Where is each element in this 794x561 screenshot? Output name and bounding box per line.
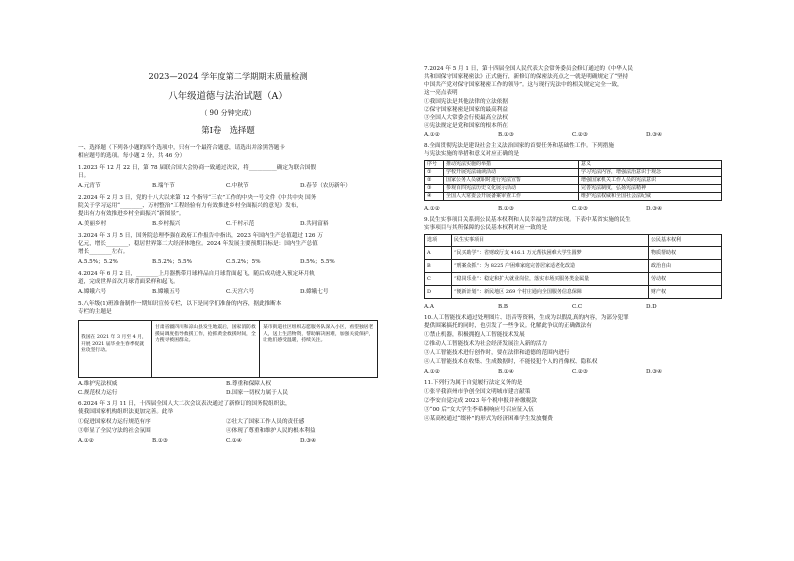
statement-4: ④体现了尊重和维护人民的根本利益 — [226, 428, 316, 434]
q6-statements-row2 — [78, 428, 378, 435]
q6-text: 6.2024 年 3 月 11 日，十四届全国人大二次会议表决通过了新修订的国务院组织法， — [78, 401, 291, 407]
q3-text-cont2: 增长________左右。 — [78, 249, 129, 255]
option-b[interactable]: B.尊重和保障人权 — [226, 381, 272, 387]
exam-time: （ 90 分钟完成） — [200, 109, 256, 117]
option-b[interactable]: B.①③ — [152, 438, 168, 444]
option-a[interactable]: A.5.5%；5.2% — [78, 259, 118, 265]
option-b[interactable]: B.端午节 — [152, 183, 175, 189]
table-row: ③ 参观百四宪法历史文化展示活动 完善宪法制度，弘扬宪法精神 — [425, 185, 722, 193]
q7-text-cont3: 这一亮点表明 — [424, 90, 458, 96]
q9-options — [424, 304, 724, 311]
option-c[interactable]: C.中秋节 — [226, 183, 249, 189]
option-d[interactable]: D.5%；5.5% — [300, 259, 335, 265]
statement-2: ②壮大了国家工作人员的责任感 — [226, 419, 305, 425]
q4-text-cont: 道，完成世界首次月球背面采样和起飞。 — [78, 279, 179, 285]
q10-statement-4: ④人工智能技术在收集、生成数据时，不能侵犯个人的肖像权、隐私权 — [424, 359, 598, 365]
option-a[interactable]: A.维护宪法权威 — [78, 381, 118, 387]
option-c[interactable]: C.C — [572, 304, 583, 310]
statement-3: ③彰显了全民守法的社会氛围 — [78, 428, 151, 434]
instruction-line2: 相应题号的选项。每小题 2 分，共 46 分） — [78, 153, 186, 159]
q7-text: 7.2024 年 5 月 1 日，第十四届全国人民代表大会常务委员会修订通过的《中华人民 — [424, 66, 633, 72]
q10-options — [424, 369, 724, 376]
option-a[interactable]: A.①② — [424, 132, 440, 138]
option-b[interactable]: B.①④ — [498, 369, 514, 375]
option-c[interactable]: C.千村示范 — [226, 221, 255, 227]
q11-statement-3: ③“00 后”女大学生李希桐响应号召应征入伍 — [424, 407, 534, 413]
option-c[interactable]: C.②③ — [572, 206, 588, 212]
q10-statement-3: ③人工智能技术进行创作时，要在法律和道德的范围内进行 — [424, 350, 570, 356]
q1-options — [78, 183, 378, 190]
option-c[interactable]: C.①④ — [226, 438, 242, 444]
q11-statement-1: ①张平我滨州市争创全国文明城市建言献策 — [424, 389, 531, 395]
option-d[interactable]: D.国家一切权力属于人民 — [226, 390, 289, 396]
q11-statement-2: ②李安自觉完成 2023 年个税申报并补缴税款 — [424, 398, 537, 404]
table-row: B “刑案众抓”：为 8225 户困难家庭完善居家适老化改造 政治自由 — [425, 260, 722, 273]
q3-text-cont: 亿元，增长________，稳居世界第二大经济体地位。2024 年发展主要预期目标是：国内生产总值 — [78, 241, 318, 247]
option-d[interactable]: D.③④ — [646, 132, 663, 138]
statement-1: ①促进国家权力运行规范有序 — [78, 419, 151, 425]
option-a[interactable]: A.A — [424, 304, 434, 310]
option-a[interactable]: A.元宵节 — [78, 183, 101, 189]
q8-text: 8.全面贯彻宪法是建设社会主义法治国家的首要任务和基础性工作。下列措施 — [424, 143, 614, 149]
option-c[interactable]: C.②③ — [572, 132, 588, 138]
q5-material-3: 某市街道社区组织志愿服务队深入小区，看望独居老人，送上生活物资，帮助解决困难，加强关爱保护，让他们感受温暖，持续关注。 — [263, 325, 374, 343]
option-b[interactable]: B.乡村振兴 — [152, 221, 181, 227]
q10-text: 10.人工智能技术通过处理图片、语音等资料，生成为以假乱真的内容，为部分犯罪 — [424, 315, 629, 321]
q4-text: 4.2024 年 6 月 2 日，________上月器携带月球样品自月球背面起飞，随后成功进入预定环月轨 — [78, 271, 315, 277]
table-row: C “稳岗乐业”：稳定和扩大就业岗位，落实市场买服务类金属量 劳动权 — [425, 273, 722, 286]
q1-text: 1.2023 年 12 月 22 日，第 78 届联合国大会协商一致通过决议，将__________确定为联合国假 — [78, 165, 316, 171]
q7-text-cont: 共和国保守国家秘密法》正式施行，新修订的保密法亮点之一就是明确规定了“坚持 — [424, 74, 629, 80]
q7-statement-4: ④宪法规定是党和国家的根本所在 — [424, 123, 508, 129]
option-d[interactable]: D.③④ — [300, 438, 317, 444]
table-row: 序号 推动宪法实施的举措 意义 — [425, 161, 722, 169]
option-d[interactable]: D.③④ — [646, 206, 663, 212]
q2-text-cont: 院关于学习运用“________、万村整治”工程经验有力有效推进乡村全面振兴的意见》发布， — [78, 203, 302, 209]
part-heading: 第Ⅰ卷 选择题 — [201, 125, 255, 135]
option-b[interactable]: B.①③ — [498, 132, 514, 138]
option-c[interactable]: C.天宫六号 — [226, 289, 255, 295]
q3-options — [78, 259, 378, 266]
q11-text: 11.下列行为属于自觉履行法定义务的是 — [424, 380, 523, 386]
q2-options — [78, 221, 378, 228]
q8-options — [424, 206, 724, 213]
table-row: ② 国家公务人员就职时进行宪法宣誓 增强国家机关工作人员的宪法意识 — [425, 177, 722, 185]
option-a[interactable]: A.美丽乡村 — [78, 221, 107, 227]
exam-subtitle: 八年级道德与法治试题（A） — [168, 91, 288, 102]
table-row: ① 学校开展宪法诵读活动 学习宪法内容，增强法治意识于观念 — [425, 169, 722, 177]
q2-text-cont2: 提出有力有效推进乡村全面振兴“新图景”。 — [78, 211, 185, 217]
q7-statement-1: ①我国宪法是其他法律的立法依据 — [424, 99, 508, 105]
q6-statements — [78, 419, 378, 426]
q10-statement-1: ①禁止机器，积极拥抱人工智能技术发展 — [424, 332, 525, 338]
q5-text: 5.八年级(1)班准备制作一期知识宣传专栏，以下是同学们准备的内容，据此推断本 — [78, 301, 282, 307]
option-d[interactable]: D.春节（农历新年） — [300, 183, 351, 189]
option-a[interactable]: A.①② — [424, 206, 440, 212]
option-d[interactable]: D.D — [646, 304, 657, 310]
q9-table — [424, 234, 722, 299]
option-c[interactable]: C.5.2%；5% — [226, 259, 261, 265]
q5-material-2: 甘肃省疆四川和凉山县发生地震后，国家消防救援局调度指导救援工作，抢抓黄金救援时间，全力搜寻被困群众。 — [155, 325, 256, 343]
q10-statement-2: ②推动人工智能技术为社会经济发展注入新的活力 — [424, 341, 548, 347]
q5-options-row2 — [78, 390, 378, 397]
q6-options — [78, 438, 378, 445]
q4-options — [78, 289, 378, 296]
q5-materials-box — [78, 320, 378, 378]
q8-text-cont: 与宪法实施的举措和意义对应正确的是 — [424, 151, 520, 157]
q8-table — [424, 160, 722, 201]
option-a[interactable]: A.①② — [78, 438, 94, 444]
option-a[interactable]: A.①② — [424, 369, 440, 375]
table-row: A “民买助学”：省财政厅支 416.1 万元帮扶困难大学生圆梦 物质帮助权 — [425, 247, 722, 260]
q7-statement-3: ③全国人大常委会行使最高立法权 — [424, 115, 508, 121]
exam-title: 2023—2024 学年度第二学期期末质量检测 — [148, 71, 308, 81]
table-row: ④ 全国人大常委会开展备案审查工作 维护宪法权威和全国社会法纪威 — [425, 193, 722, 201]
q9-text: 9.民生实事项目关系到公民基本权利和人民幸福生活的实现。下表中某省实施的民生 — [424, 217, 631, 223]
table-row: D “便新計划”：新民地区 269 个村庄通向全国服务信息保障 财产权 — [425, 286, 722, 299]
option-b[interactable]: B.5.2%；5.5% — [152, 259, 192, 265]
q2-text: 2.2024 年 2 月 3 日，党的十八大以来第 12 个指导“三农”工作的中央一号文件《中共中央 国务 — [78, 195, 317, 201]
option-d[interactable]: D.共同富裕 — [300, 221, 329, 227]
q6-text-cont: 使我国国家机构组织法更加完善。此举 — [78, 409, 174, 415]
q7-statement-2: ②保守国家秘密是国家的最高利益 — [424, 107, 508, 113]
option-c[interactable]: C.规范权力运行 — [78, 390, 118, 396]
option-c[interactable]: C.②③ — [572, 369, 588, 375]
q7-options — [424, 132, 724, 139]
q3-text: 3.2024 年 3 月 5 日，国务院总理李强在政府工作报告中指出，2023 年国内生产总值超过 126 万 — [78, 233, 323, 239]
option-b[interactable]: B.嫦娥五号 — [152, 289, 181, 295]
option-d[interactable]: D.③④ — [646, 369, 663, 375]
table-row: 选项 民生实事项目 公民基本权利 — [425, 235, 722, 247]
q10-text-cont: 提供围案搞托的同时，也引发了一些争议。化解此争议的正确做法有 — [424, 323, 592, 329]
q11-statement-4: ④某高校通过“缀补”的形式为经济困难学生发放餐费 — [424, 416, 553, 422]
q1-text-cont: 日。 — [78, 173, 90, 179]
option-a[interactable]: A.嫦娥六号 — [78, 289, 107, 295]
q7-text-cont2: 中国共产党对保守国家秘密工作的领导”。这与现行宪法中的相关规定完全一致， — [424, 82, 623, 88]
instruction-line1: 一、选择题（下列各小题的四个选项中，只有一个最符合题意，请选出并涂黑答题卡 — [78, 145, 285, 151]
q5-material-1: 我国在 2021 年 3 月至 4 月，开展 2021 届毕业生春季促就业攻坚行动。 — [81, 335, 147, 353]
option-d[interactable]: D.嫦娥七号 — [300, 289, 329, 295]
q9-text-cont: 实事项目与其所保障的公民基本权利对应一致的是 — [424, 225, 548, 231]
option-b[interactable]: B.①③ — [498, 206, 514, 212]
q5-text-cont: 专栏的主题是 — [78, 309, 112, 315]
q5-options — [78, 381, 378, 388]
option-b[interactable]: B.B — [498, 304, 508, 310]
